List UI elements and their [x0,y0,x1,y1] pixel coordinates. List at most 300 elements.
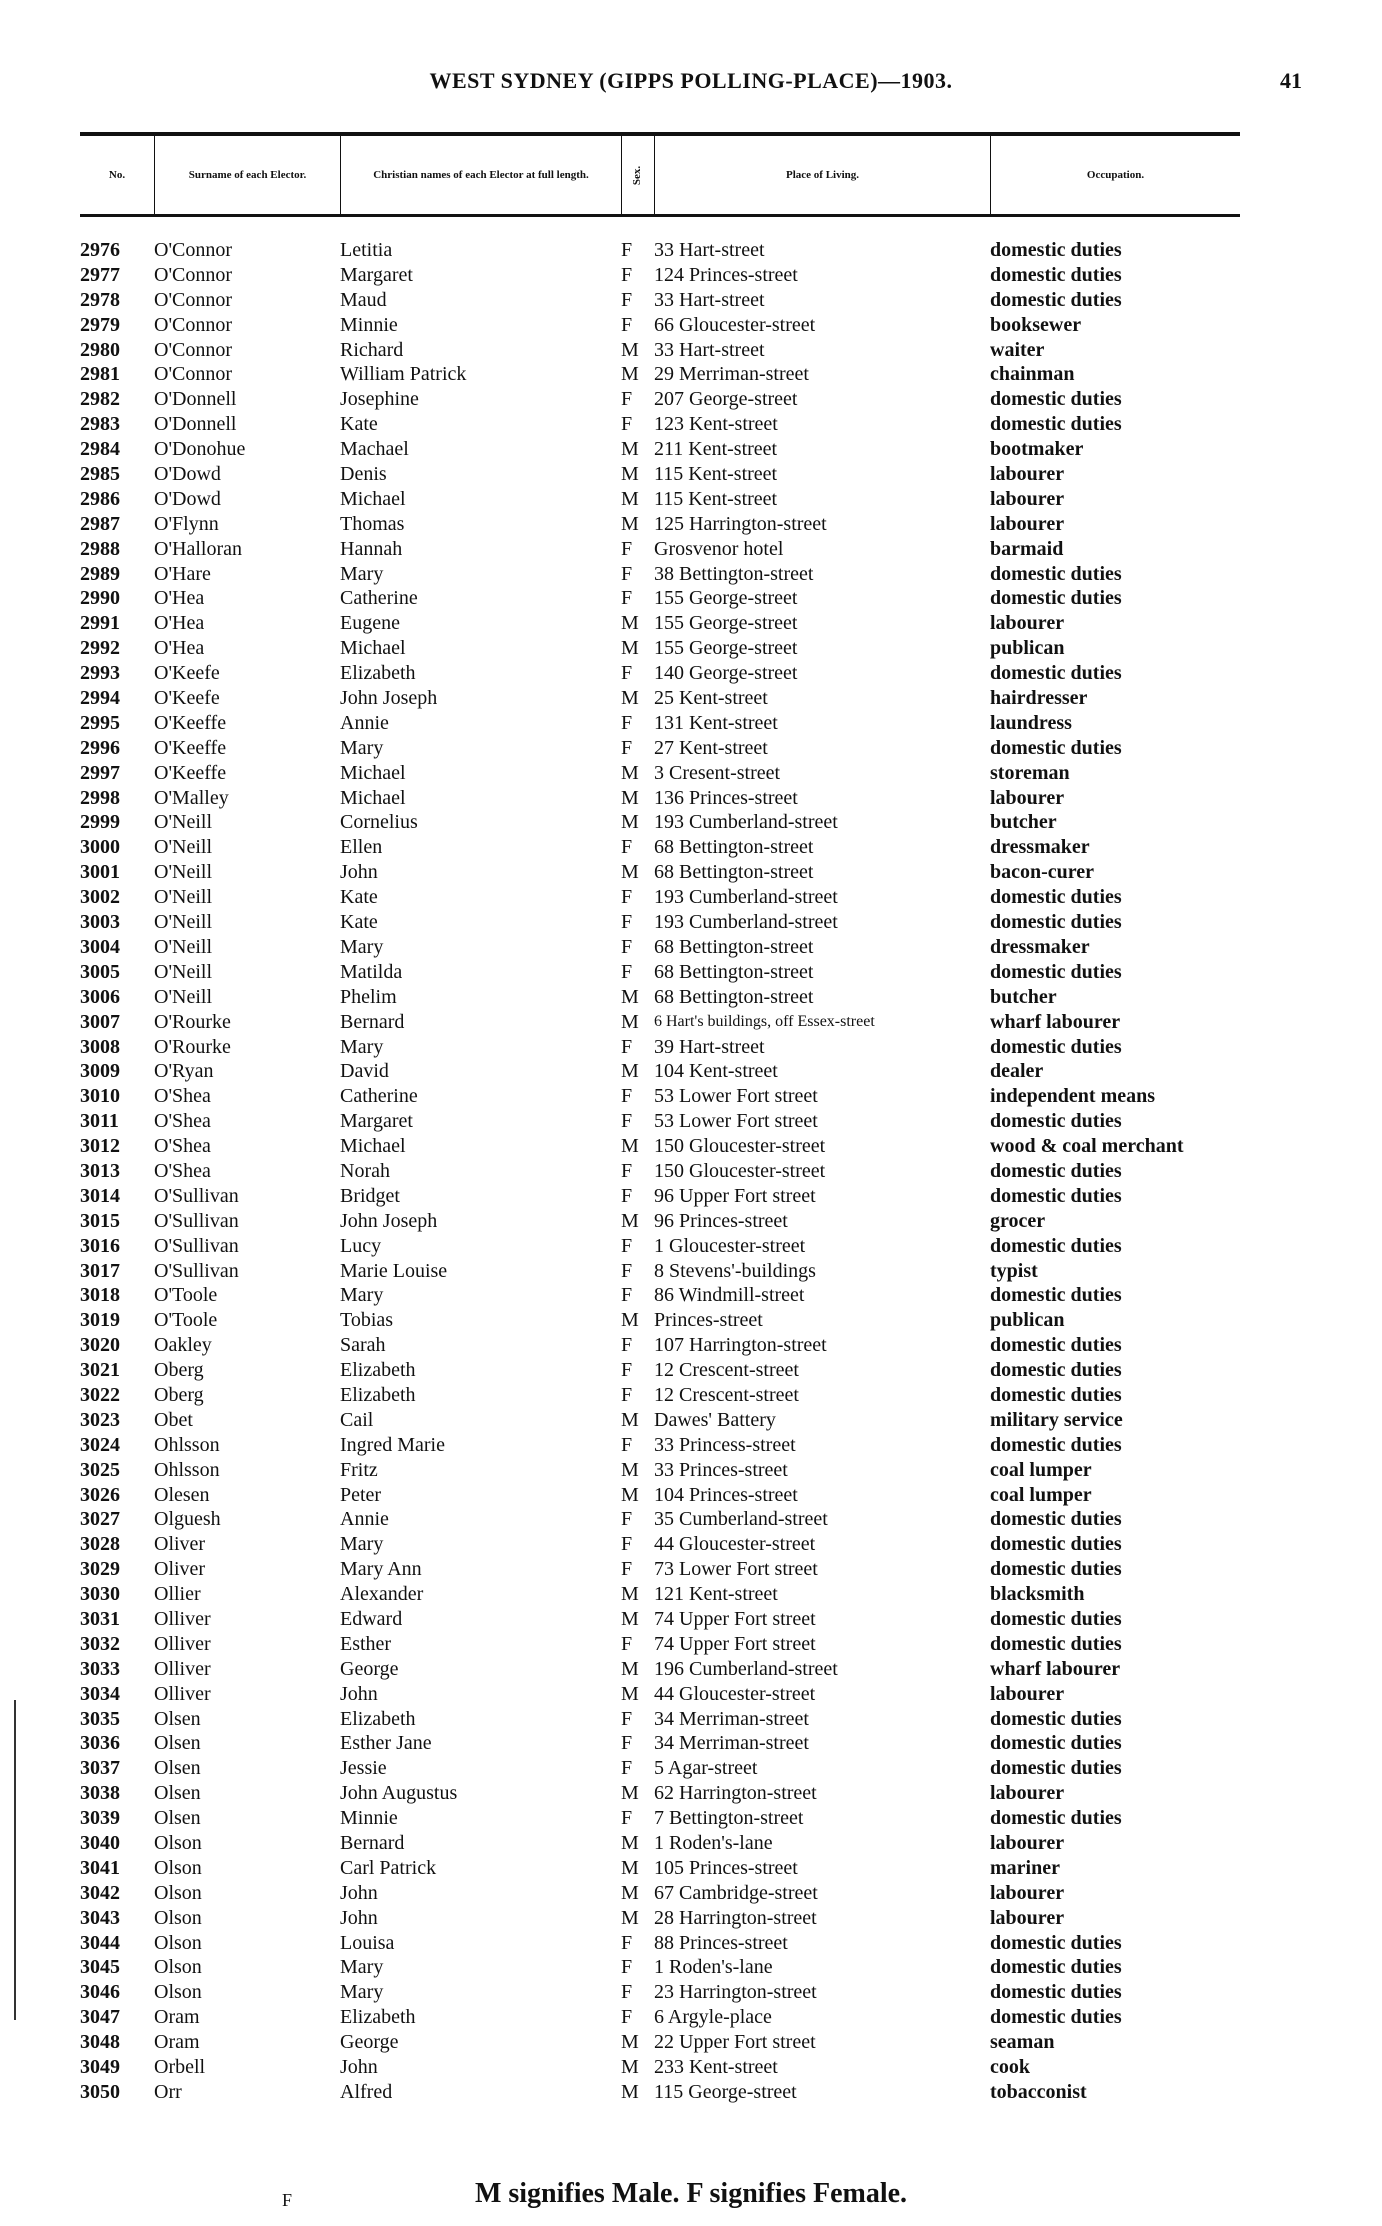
elector-number: 3037 [80,1757,120,1780]
table-row [80,313,1280,338]
elector-surname: O'Shea [154,1159,211,1182]
elector-occupation: domestic duties [990,1707,1122,1730]
elector-occupation: bootmaker [990,438,1084,461]
elector-christian-names: Jessie [340,1757,387,1780]
table-row [80,1283,1280,1308]
elector-occupation: domestic duties [990,562,1122,585]
elector-sex: F [621,239,633,261]
elector-christian-names: Tobias [340,1309,394,1332]
elector-surname: O'Shea [154,1110,211,1133]
elector-number: 2991 [80,612,120,635]
elector-surname: O'Neill [154,811,213,834]
elector-occupation: domestic duties [990,1284,1122,1307]
elector-surname: O'Donnell [154,388,237,411]
elector-christian-names: Letitia [340,239,393,261]
elector-occupation: laundress [990,711,1072,734]
elector-place-of-living: 53 Lower Fort street [654,1085,818,1108]
elector-occupation: labourer [990,487,1065,510]
elector-number: 2989 [80,562,120,585]
elector-surname: O'Dowd [154,463,221,486]
elector-surname: O'Neill [154,911,213,934]
elector-sex: F [621,662,633,685]
elector-occupation: mariner [990,1856,1060,1879]
elector-sex: M [621,1010,639,1033]
elector-number: 2977 [80,263,120,286]
elector-number: 2999 [80,811,120,834]
elector-occupation: butcher [990,985,1057,1008]
elector-place-of-living: 12 Crescent-street [654,1383,799,1406]
elector-sex: M [621,1856,639,1879]
elector-place-of-living: 211 Kent-street [654,438,778,461]
elector-place-of-living: 73 Lower Fort street [654,1558,818,1581]
elector-occupation: domestic duties [990,1184,1122,1207]
elector-surname: Olson [154,1956,202,1979]
elector-christian-names: Richard [340,338,404,361]
elector-surname: O'Connor [154,288,233,311]
elector-occupation: labourer [990,1832,1065,1854]
elector-surname: Olsen [154,1732,201,1755]
elector-place-of-living: 115 Kent-street [654,487,778,510]
table-row [80,736,1280,761]
elector-occupation: domestic duties [990,239,1122,261]
table-row [80,1358,1280,1383]
elector-surname: O'Hea [154,587,205,610]
elector-sex: F [621,1732,633,1755]
elector-number: 3028 [80,1533,120,1556]
elector-number: 2976 [80,239,120,261]
elector-place-of-living: 44 Gloucester-street [654,1533,816,1556]
elector-sex: M [621,1060,639,1083]
elector-christian-names: Mary [340,1284,384,1307]
elector-number: 3035 [80,1707,120,1730]
table-row [80,761,1280,786]
elector-place-of-living: 86 Windmill-street [654,1284,805,1307]
elector-number: 3005 [80,960,120,983]
table-row [80,1458,1280,1483]
elector-occupation: bacon-curer [990,861,1095,884]
elector-place-of-living: 131 Kent-street [654,711,778,734]
elector-surname: Orbell [154,2056,206,2079]
elector-surname: O'Keefe [154,662,220,685]
elector-surname: O'Sullivan [154,1259,239,1282]
elector-christian-names: Elizabeth [340,2006,416,2029]
elector-christian-names: Josephine [340,388,419,411]
elector-surname: O'Connor [154,338,233,361]
elector-sex: F [621,1433,633,1456]
table-row [80,1134,1280,1159]
elector-sex: M [621,1607,639,1630]
elector-occupation: storeman [990,761,1070,784]
elector-sex: M [621,438,639,461]
elector-sex: F [621,313,633,336]
elector-place-of-living: 193 Cumberland-street [654,886,838,909]
elector-occupation: booksewer [990,313,1082,336]
table-row [80,437,1280,462]
elector-christian-names: Louisa [340,1931,395,1954]
elector-christian-names: Minnie [340,313,398,336]
table-row [80,1806,1280,1831]
elector-number: 3007 [80,1010,120,1033]
elector-number: 3019 [80,1309,120,1332]
elector-occupation: domestic duties [990,1732,1122,1755]
elector-surname: Oakley [154,1334,212,1357]
elector-occupation: domestic duties [990,1757,1122,1780]
elector-number: 3030 [80,1583,120,1606]
table-row [80,1931,1280,1956]
elector-surname: Olson [154,1981,202,2004]
elector-christian-names: John [340,861,378,884]
table-row [80,1035,1280,1060]
elector-christian-names: Kate [340,886,378,909]
elector-surname: Oram [154,2006,200,2029]
elector-number: 3014 [80,1184,120,1207]
elector-place-of-living: Dawes' Battery [654,1408,776,1431]
elector-occupation: labourer [990,612,1065,635]
elector-place-of-living: 115 Kent-street [654,463,778,486]
elector-occupation: labourer [990,463,1065,486]
elector-surname: Oberg [154,1359,204,1382]
elector-occupation: chainman [990,363,1075,386]
table-row [80,835,1280,860]
elector-occupation: labourer [990,786,1065,809]
elector-surname: Olsen [154,1707,201,1730]
elector-sex: M [621,811,639,834]
table-row [80,1259,1280,1284]
elector-sex: F [621,388,633,411]
table-row [80,2080,1280,2105]
elector-christian-names: Esther Jane [340,1732,432,1755]
footer-legend: M signifies Male. F signifies Female. [474,2178,908,2209]
elector-sex: M [621,1309,639,1332]
table-row [80,2030,1280,2055]
elector-occupation: barmaid [990,537,1064,560]
elector-number: 2990 [80,587,120,610]
elector-place-of-living: 53 Lower Fort street [654,1110,818,1133]
elector-place-of-living: 121 Kent-street [654,1583,778,1606]
elector-sex: F [621,1359,633,1382]
elector-occupation: domestic duties [990,1334,1122,1357]
table-row [80,238,1280,263]
elector-number: 3048 [80,2031,120,2054]
elector-place-of-living: 96 Upper Fort street [654,1184,816,1207]
elector-place-of-living: 88 Princes-street [654,1931,788,1954]
elector-occupation: publican [990,1309,1065,1332]
elector-surname: Obet [154,1408,193,1431]
page-title: WEST SYDNEY (GIPPS POLLING-PLACE)—1903. [429,68,953,93]
table-row [80,1856,1280,1881]
elector-occupation: domestic duties [990,413,1122,436]
table-row [80,1308,1280,1333]
elector-christian-names: Matilda [340,960,403,983]
elector-place-of-living: 44 Gloucester-street [654,1682,816,1705]
elector-occupation: coal lumper [990,1483,1092,1506]
elector-place-of-living: 12 Crescent-street [654,1359,799,1382]
elector-sex: M [621,761,639,784]
elector-sex: M [621,1583,639,1606]
elector-number: 2985 [80,463,120,486]
elector-place-of-living: 155 George-street [654,637,798,660]
elector-sex: M [621,985,639,1008]
elector-christian-names: Michael [340,761,406,784]
elector-number: 3013 [80,1159,120,1182]
elector-place-of-living: 6 Argyle-place [654,2006,772,2029]
table-row [80,910,1280,935]
elector-sex: F [621,1159,633,1182]
elector-surname: Oram [154,2031,200,2054]
elector-number: 2981 [80,363,120,386]
elector-occupation: seaman [990,2031,1055,2054]
table-row [80,586,1280,611]
table-row [80,1707,1280,1732]
table-row [80,935,1280,960]
elector-occupation: publican [990,637,1065,660]
elector-sex: F [621,1807,633,1830]
elector-christian-names: Machael [340,438,409,461]
elector-number: 2988 [80,537,120,560]
elector-number: 3049 [80,2056,120,2079]
elector-place-of-living: 115 George-street [654,2080,797,2103]
elector-number: 3009 [80,1060,120,1083]
elector-place-of-living: 150 Gloucester-street [654,1159,826,1182]
elector-number: 3039 [80,1807,120,1830]
elector-christian-names: Ellen [340,836,383,859]
table-row [80,1234,1280,1259]
table-row [80,885,1280,910]
elector-place-of-living: 68 Bettington-street [654,836,814,859]
elector-place-of-living: 123 Kent-street [654,413,778,436]
elector-sex: F [621,1508,633,1531]
elector-sex: F [621,1757,633,1780]
elector-occupation: military service [990,1408,1123,1431]
elector-christian-names: Esther [340,1632,392,1655]
elector-christian-names: Bernard [340,1010,405,1033]
elector-christian-names: Eugene [340,612,400,635]
elector-surname: O'Sullivan [154,1209,239,1232]
elector-sex: F [621,960,633,983]
elector-occupation: domestic duties [990,1981,1122,2004]
elector-number: 3050 [80,2080,120,2103]
elector-number: 3045 [80,1956,120,1979]
elector-sex: F [621,1956,633,1979]
elector-sex: F [621,1184,633,1207]
elector-occupation: domestic duties [990,1632,1122,1655]
elector-christian-names: John Joseph [340,1209,438,1232]
column-header-sex-cell [621,136,654,214]
elector-place-of-living: 196 Cumberland-street [654,1657,838,1680]
elector-surname: Olson [154,1856,202,1879]
elector-sex: F [621,1234,633,1257]
elector-place-of-living: 68 Bettington-street [654,935,814,958]
elector-christian-names: Kate [340,413,378,436]
elector-place-of-living: 1 Roden's-lane [654,1832,773,1854]
column-header-no: No. [108,168,126,181]
elector-occupation: wood & coal merchant [990,1135,1184,1158]
table-row [80,487,1280,512]
elector-number: 2979 [80,313,120,336]
elector-occupation: butcher [990,811,1057,834]
elector-surname: Oliver [154,1558,206,1581]
elector-occupation: dressmaker [990,836,1090,859]
table-row [80,1980,1280,2005]
elector-sex: F [621,537,633,560]
elector-sex: M [621,612,639,635]
elector-christian-names: John Joseph [340,687,438,710]
elector-christian-names: Minnie [340,1807,398,1830]
elector-surname: Oliver [154,1533,206,1556]
elector-number: 3038 [80,1782,120,1805]
elector-number: 3044 [80,1931,120,1954]
elector-occupation: domestic duties [990,1533,1122,1556]
elector-surname: Olliver [154,1682,211,1705]
elector-sex: M [621,363,639,386]
table-row [80,1084,1280,1109]
elector-occupation: domestic duties [990,1433,1122,1456]
elector-occupation: domestic duties [990,1159,1122,1182]
table-row [80,1657,1280,1682]
elector-number: 2993 [80,662,120,685]
elector-number: 3000 [80,836,120,859]
elector-number: 3020 [80,1334,120,1357]
table-row [80,1209,1280,1234]
elector-place-of-living: 27 Kent-street [654,736,768,759]
elector-occupation: hairdresser [990,687,1088,710]
elector-christian-names: Mary [340,1035,384,1058]
elector-place-of-living: 6 Hart's buildings, off Essex-street [654,1012,875,1030]
elector-sex: F [621,1284,633,1307]
table-row [80,611,1280,636]
elector-surname: O'Donnell [154,413,237,436]
elector-number: 3018 [80,1284,120,1307]
elector-occupation: domestic duties [990,1607,1122,1630]
elector-sex: M [621,861,639,884]
elector-sex: M [621,1135,639,1158]
elector-surname: O'Neill [154,985,213,1008]
elector-sex: F [621,562,633,585]
elector-sex: F [621,1035,633,1058]
elector-surname: O'Donohue [154,438,246,461]
elector-christian-names: George [340,2031,399,2054]
elector-place-of-living: 104 Princes-street [654,1483,798,1506]
elector-surname: Olliver [154,1632,211,1655]
elector-sex: M [621,1832,639,1854]
elector-christian-names: Michael [340,637,406,660]
elector-place-of-living: 68 Bettington-street [654,861,814,884]
elector-surname: Olesen [154,1483,210,1506]
elector-sex: F [621,911,633,934]
elector-number: 2987 [80,512,120,535]
elector-surname: O'Connor [154,263,233,286]
elector-number: 3022 [80,1383,120,1406]
elector-place-of-living: 233 Kent-street [654,2056,778,2079]
elector-number: 2994 [80,687,120,710]
elector-surname: Olson [154,1881,202,1904]
elector-place-of-living: 25 Kent-street [654,687,768,710]
elector-christian-names: Sarah [340,1334,386,1357]
elector-christian-names: Norah [340,1159,390,1182]
elector-number: 2986 [80,487,120,510]
elector-sex: F [621,1981,633,2004]
elector-occupation: dressmaker [990,935,1090,958]
elector-place-of-living: 23 Harrington-street [654,1981,817,2004]
elector-surname: O'Connor [154,313,233,336]
elector-christian-names: Elizabeth [340,1707,416,1730]
elector-number: 3034 [80,1682,120,1705]
elector-surname: O'Neill [154,836,213,859]
elector-christian-names: Denis [340,463,387,486]
elector-sex: M [621,2056,639,2079]
elector-place-of-living: 74 Upper Fort street [654,1632,816,1655]
elector-sex: F [621,2006,633,2029]
elector-number: 3004 [80,935,120,958]
elector-surname: O'Keeffe [154,711,227,734]
elector-surname: Olson [154,1832,202,1854]
elector-sex: M [621,1657,639,1680]
elector-place-of-living: 104 Kent-street [654,1060,778,1083]
page-number: 41 [1280,68,1302,93]
elector-sex: M [621,1408,639,1431]
elector-occupation: labourer [990,1782,1065,1805]
elector-christian-names: Mary [340,562,384,585]
elector-christian-names: Carl Patrick [340,1856,437,1879]
elector-occupation: domestic duties [990,911,1122,934]
table-row [80,1483,1280,1508]
elector-sex: M [621,487,639,510]
elector-number: 3002 [80,886,120,909]
elector-surname: Orr [154,2080,182,2103]
elector-sex: M [621,637,639,660]
elector-christian-names: Mary [340,1533,384,1556]
page-edge-line [14,1700,16,2020]
elector-surname: O'Neill [154,935,213,958]
table-row [80,1955,1280,1980]
elector-occupation: domestic duties [990,960,1122,983]
table-row [80,1010,1280,1035]
table-row [80,338,1280,363]
elector-number: 3012 [80,1135,120,1158]
elector-place-of-living: 33 Hart-street [654,239,765,261]
elector-place-of-living: 35 Cumberland-street [654,1508,828,1531]
elector-occupation: dealer [990,1060,1044,1083]
elector-sex: F [621,711,633,734]
elector-christian-names: Alfred [340,2080,393,2103]
elector-number: 3017 [80,1259,120,1282]
table-row [80,860,1280,885]
elector-surname: Olsen [154,1757,201,1780]
table-row [80,1682,1280,1707]
elector-occupation: domestic duties [990,1508,1122,1531]
elector-sex: F [621,935,633,958]
elector-number: 3027 [80,1508,120,1531]
elector-sex: M [621,338,639,361]
elector-christian-names: Peter [340,1483,382,1506]
elector-sex: F [621,1110,633,1133]
elector-occupation: domestic duties [990,1807,1122,1830]
elector-place-of-living: 107 Harrington-street [654,1334,827,1357]
elector-surname: Ollier [154,1583,201,1606]
elector-sex: F [621,1931,633,1954]
elector-christian-names: John Augustus [340,1782,458,1805]
elector-sex: F [621,1259,633,1282]
elector-surname: Olliver [154,1657,211,1680]
elector-christian-names: David [340,1060,389,1083]
elector-place-of-living: 68 Bettington-street [654,985,814,1008]
elector-occupation: domestic duties [990,1359,1122,1382]
elector-number: 3015 [80,1209,120,1232]
elector-christian-names: John [340,1682,378,1705]
elector-christian-names: Michael [340,786,406,809]
elector-number: 3001 [80,861,120,884]
table-row [80,1632,1280,1657]
